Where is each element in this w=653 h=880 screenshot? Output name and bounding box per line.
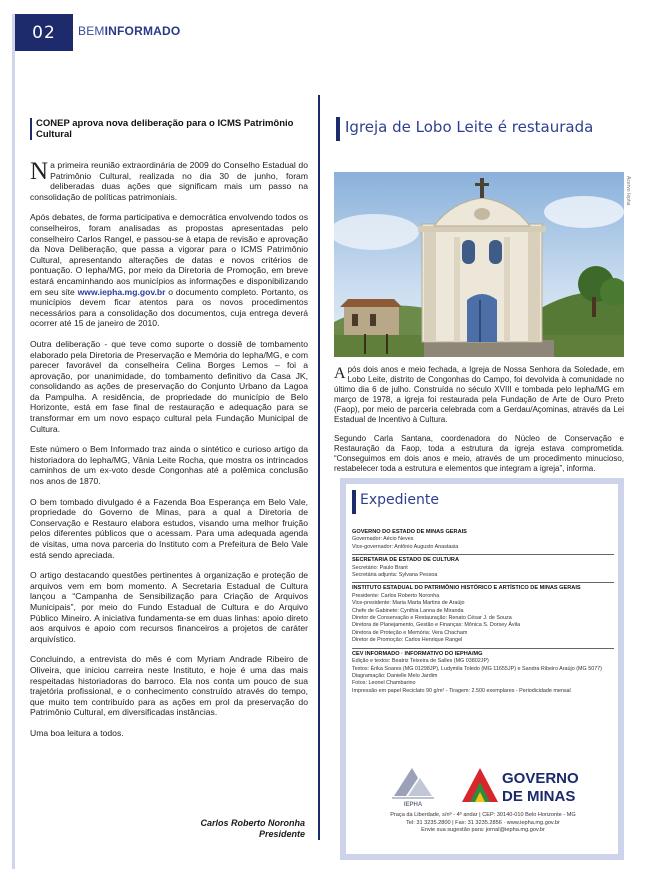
expediente-title: Expediente — [360, 492, 439, 508]
expediente-line: Chefe de Gabinete: Cynthia Lanna de Miranda — [352, 607, 464, 614]
signature — [150, 818, 305, 840]
paragraph-text: pós dois anos e meio fechada, a Igreja de Nossa Senhora da Soledade, em Lobo Leite, distrito de Congonhas do Campo, foi devolvida à comunidade no último dia 6 de julho. Construída no século XVIII e tombada pelo Iepha/MG em março de 1978, a igreja foi restaurada pela Fundação de Arte de Ouro Preto (Faop), por meio de parceria celebrada com a Gerdau/Açominas, através da Lei Estadual de Incentivo à Cultura. — [334, 365, 624, 424]
editorial-paragraph: O bem tombado divulgado é a Fazenda Boa Esperança em Belo Vale, propriedade do Governo de Minas, para a qual a Diretoria de Conservação e Restauro elabora estudos, visando uma melhor fruição pelos diferentes públicos que o acessam. Para uma adequada agenda de visitas, uma nova parceria do Instituto com a Prefeitura de Belo Vale está sendo apreciada. — [30, 496, 308, 560]
expediente-line: Diretor de Conservação e Restauração: Renato César J. de Souza — [352, 615, 512, 622]
editorial-paragraph: Outra deliberação - que teve como suporte o dossiê de tombamento elaborado pela Diretoria de Preservação e Memória do Iepha/MG, e com parecer favorável da conselheira Celina Borges Lemos – foi a aprovação, por unanimidade, do tombamento definitivo da Casa JK, consolidando as ações de preservação do Conjunto Urbano da Lagoa da Pampulha. A residência, de propriedade do município de Belo Horizonte, está em fase final de restauração e adequação para se transformar em um novo espaço cultural pela Fundação Municipal de Cultura. — [30, 338, 308, 434]
church-paragraph — [334, 365, 624, 425]
expediente-section-heading: INSTITUTO ESTADUAL DO PATRIMÔNIO HISTÓRICO E ARTÍSTICO DE MINAS GERAIS — [352, 582, 614, 592]
title-accent-bar — [352, 490, 356, 514]
expediente-line: Textos: Érika Soares (MG 01298JP), Ludymila Toledo (MG 11655JP) e Sandra Ribeiro Araújo (MG 5077) — [352, 665, 602, 672]
editorial-paragraph: Uma boa leitura a todos. — [30, 727, 124, 738]
expediente-line: Diretora de Planejamento, Gestão e Finanças: Mônica S. Dorsey Ávila — [352, 622, 521, 629]
iepha-logo-text: IEPHA — [403, 802, 423, 808]
expediente-line: Secretário: Paulo Brant — [352, 564, 408, 571]
expediente-line: Diagramação: Danielle Melo Jardim — [352, 672, 438, 679]
address-line: Praça da Liberdade, s/nº - 4º andar | CEP: 30140-010 Belo Horizonte - MG — [390, 812, 576, 818]
editorial-paragraph: Este número o Bem Informado traz ainda o sintético e curioso artigo da historiadora do Iepha/MG, Vânia Leite Rocha, que mostra os intrincados caminhos de um ex-voto desde Congonhas até a polêmica conclusão nos anos de 1870. — [30, 444, 308, 487]
expediente-line: Secretária adjunta: Sylvana Pessoa — [352, 572, 438, 579]
column-divider — [318, 95, 320, 840]
brand-bold: INFORMADO — [104, 24, 181, 38]
footer-address — [352, 812, 614, 835]
expediente-line: Vice-governador: Antônio Augusto Anastasia — [352, 543, 459, 550]
brand-light: BEM — [78, 24, 105, 38]
expediente-line: Diretor de Promoção: Carlos Henrique Rangel — [352, 637, 463, 644]
expediente-line: Governador: Aécio Neves — [352, 536, 414, 543]
gov-logo-line1: GOVERNO — [502, 770, 579, 787]
church-article-body — [334, 365, 624, 483]
photo-credit: Acervo Iepha — [625, 176, 631, 206]
paragraph-text: o documento completo. Portanto, os municípios devem ficar atentos para os novos procedimentos necessários para a consolidação dos documentos, cuja entrega deverá ocorrer até 15 de janeiro de 2010. — [30, 286, 308, 329]
gov-logo-line2: DE MINAS — [502, 788, 576, 805]
expediente-section-heading: CEV INFORMADO · INFORMATIVO DO IEPHA/MG — [352, 648, 614, 658]
expediente-credits — [352, 527, 614, 695]
expediente-line: Fotos: Leonel Chambarino — [352, 680, 416, 687]
governo-de-minas-logo — [458, 764, 608, 806]
dropcap: N — [30, 158, 49, 185]
logos — [388, 762, 608, 808]
brand-title — [78, 24, 180, 38]
expediente-line: Vice-presidente: Maria Marta Martins de Araújo — [352, 600, 465, 607]
editorial-article — [30, 118, 308, 749]
editorial-paragraph: Concluindo, a entrevista do mês é com Myriam Andrade Ribeiro de Oliveira, que iniciou carreira neste Instituto, e hoje é uma das mais respeitadas historiadoras do barroco. Ela nos conta um pouco de sua trajetória profissional, e o conhecimento construído através do tempo, que muito tem contribuído para as ações em prol da preservação do Patrimônio Cultural, em diversificadas instâncias. — [30, 654, 308, 718]
paragraph-text: a primeira reunião extraordinária de 2009 do Conselho Estadual do Patrimônio Cultural, realizada no dia 30 de junho, foram deliberadas duas ações que significam mais um passo na consolidação de políticas patrimoniais. — [30, 160, 308, 202]
expediente-line: Presidente: Carlos Roberto Noronha — [352, 592, 440, 599]
site-link[interactable]: www.iepha.mg.gov.br — [77, 286, 166, 297]
editorial-paragraph: O artigo destacando questões pertinentes à organização e proteção de arquivos vem em bom momento. A Secretaria Estadual de Cultura lançou a “Campanha de Sensibilização para Criação de Arquivos Municipais”, por meio do Fundo Estadual de Cultura e do Arquivo Público Mineiro. A iniciativa fundamenta-se em duas linhas: apoio direto aos arquivos e apoio com recursos financeiros a projetos de caráter arquivístico. — [30, 570, 308, 644]
editorial-paragraph — [30, 212, 308, 329]
paragraph-text: Após debates, de forma participativa e democrática envolvendo todos os conselheiros, foram analisadas as propostas apresentadas pelo conselheiro Carlos Rangel, e passou-se à etapa de revisão e aprovação da Nova Deliberação, que passa a vigorar para o ICMS Patrimônio Cultural, apresentando alterações de datas e novos critérios de pontuação. O Iepha/MG, por meio da Diretoria de Promoção, em breve estará encaminhando aos municípios as informações e disponibilizando em seu site — [30, 212, 308, 297]
expediente-line: Impressão em papel Reciclato 90 g/m² - Tiragem: 2.500 exemplares - Periodicidade mensal — [352, 687, 571, 694]
page-number: 02 — [15, 14, 73, 51]
church-photo — [334, 172, 624, 357]
signature-role: Presidente — [258, 829, 305, 839]
signature-name: Carlos Roberto Noronha — [200, 818, 305, 828]
church-paragraph: Segundo Carla Santana, coordenadora do Núcleo de Conservação e Restauração da Faop, toda a estrutura da igreja estava comprometida. “Conseguimos em dois anos e meio, através de um procedimento minucioso, restabelecer toda a estrutura e elementos que integram a igreja”, informa. — [334, 434, 624, 473]
expediente-section-heading: GOVERNO DO ESTADO DE MINAS GERAIS — [352, 529, 467, 535]
editorial-title: CONEP aprova nova deliberação para o ICMS Patrimônio Cultural — [30, 118, 308, 140]
expediente-line: Diretora de Proteção e Memória: Vera Chacham — [352, 629, 468, 636]
expediente-line: Edição e textos: Beatriz Teixeira de Salles (MG 03802JP) — [352, 658, 489, 665]
dropcap: A — [334, 365, 346, 382]
expediente-section-heading: SECRETARIA DE ESTADO DE CULTURA — [352, 554, 614, 564]
suggestion-line: Envie sua sugestão para: jornal@iepha.mg.gov.br — [421, 827, 545, 834]
title-accent-bar — [336, 117, 340, 141]
contact-line: Tel: 31 3235.2800 | Fax: 31 3235.2856 · www.iepha.mg.gov.br — [406, 819, 560, 826]
church-article-title: Igreja de Lobo Leite é restaurada — [345, 118, 594, 136]
editorial-paragraph — [30, 160, 308, 202]
iepha-logo — [388, 762, 438, 808]
